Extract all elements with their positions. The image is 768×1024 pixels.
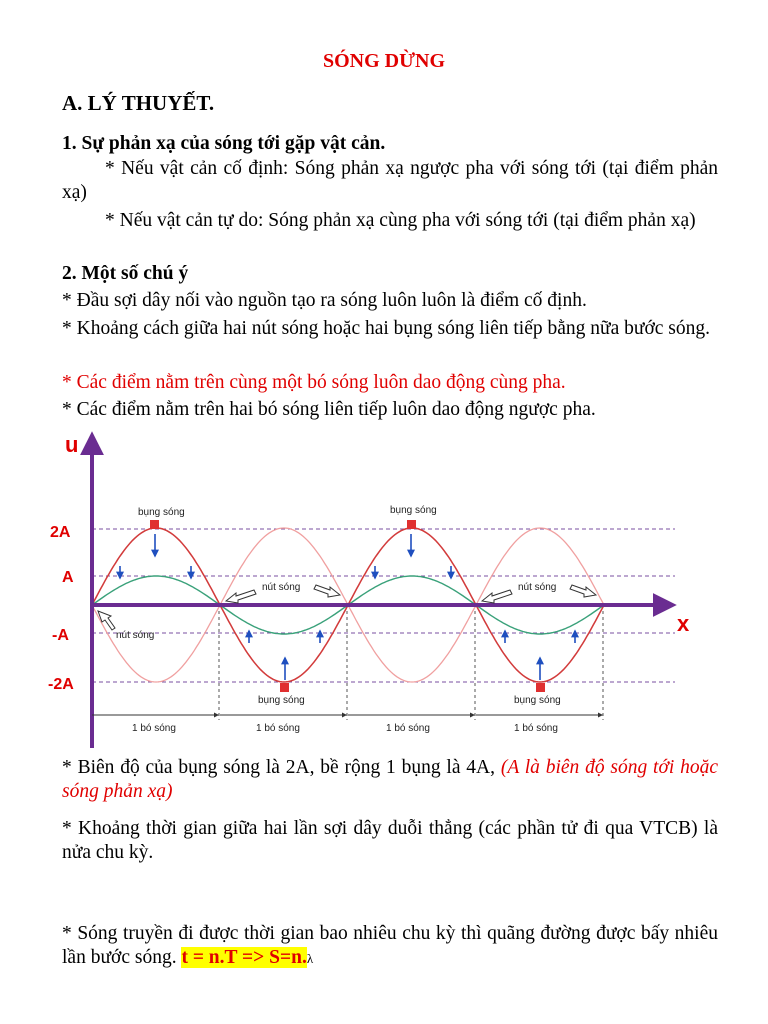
lambda-symbol: λ (306, 951, 314, 966)
x-axis-label: x (677, 611, 690, 636)
section-a-heading: A. LÝ THUYẾT. (62, 91, 215, 115)
level-label-2A: 2A (50, 524, 71, 541)
u-axis-label: u (65, 432, 79, 457)
note-distance-text: * Sóng truyền đi được thời gian bao nhiêu chu kỳ thì quãng đường được bấy nhiêu lần bước sóng. (62, 923, 718, 968)
level-label-minus-2A: -2A (48, 676, 74, 693)
level-label-A: A (62, 569, 74, 586)
antinode-label: bụng sóng (258, 695, 305, 706)
antinode-label: bụng sóng (390, 505, 437, 516)
note-antinode-amplitude (62, 756, 718, 804)
antinode-label: bụng sóng (138, 507, 185, 518)
node-label: nút sóng (518, 582, 557, 593)
level-label-minus-A: -A (52, 627, 69, 644)
segment-label: 1 bó sóng (386, 723, 430, 734)
antinode-label: bụng sóng (514, 695, 561, 706)
note-antinode-amplitude-text: * Biên độ của bụng sóng là 2A, bề rộng 1 bụng là 4A, (62, 757, 501, 778)
section-2-heading: 2. Một số chú ý (62, 263, 189, 284)
section-1-heading: 1. Sự phản xạ của sóng tới gặp vật cản. (62, 133, 386, 154)
note-straight-string: * Khoảng thời gian giữa hai lần sợi dây duỗi thẳng (các phần tử đi qua VTCB) là nửa chu kỳ. (62, 818, 718, 863)
segment-label: 1 bó sóng (256, 723, 300, 734)
standing-wave-diagram (40, 430, 720, 750)
node-label: nút sóng (116, 630, 155, 641)
section-1-line-fixed: * Nếu vật cản cố định: Sóng phản xạ ngược pha với sóng tới (tại điểm phản xạ) (62, 158, 718, 203)
formula-highlight: t = n.T => S=n. (181, 947, 307, 968)
note-opposite-phase: * Các điểm nằm trên hai bó sóng liên tiếp luôn dao động ngược pha. (62, 399, 596, 420)
note-source-fixed: * Đầu sợi dây nối vào nguồn tạo ra sóng luôn luôn là điểm cố định. (62, 290, 587, 311)
segment-label: 1 bó sóng (132, 723, 176, 734)
note-same-phase: * Các điểm nằm trên cùng một bó sóng luôn dao động cùng pha. (62, 372, 566, 393)
segment-label: 1 bó sóng (514, 723, 558, 734)
section-1-line-free: * Nếu vật cản tự do: Sóng phản xạ cùng pha với sóng tới (tại điểm phản xạ) (105, 210, 696, 231)
node-label: nút sóng (262, 582, 301, 593)
note-antinode-amplitude-aside: (A là biên độ sóng tới hoặc sóng phản xạ) (62, 757, 719, 802)
page-title: SÓNG DỪNG (322, 50, 446, 72)
note-node-distance: * Khoảng cách giữa hai nút sóng hoặc hai bụng sóng liên tiếp bằng nữa bước sóng. (62, 318, 711, 339)
note-distance-formula (62, 922, 718, 971)
